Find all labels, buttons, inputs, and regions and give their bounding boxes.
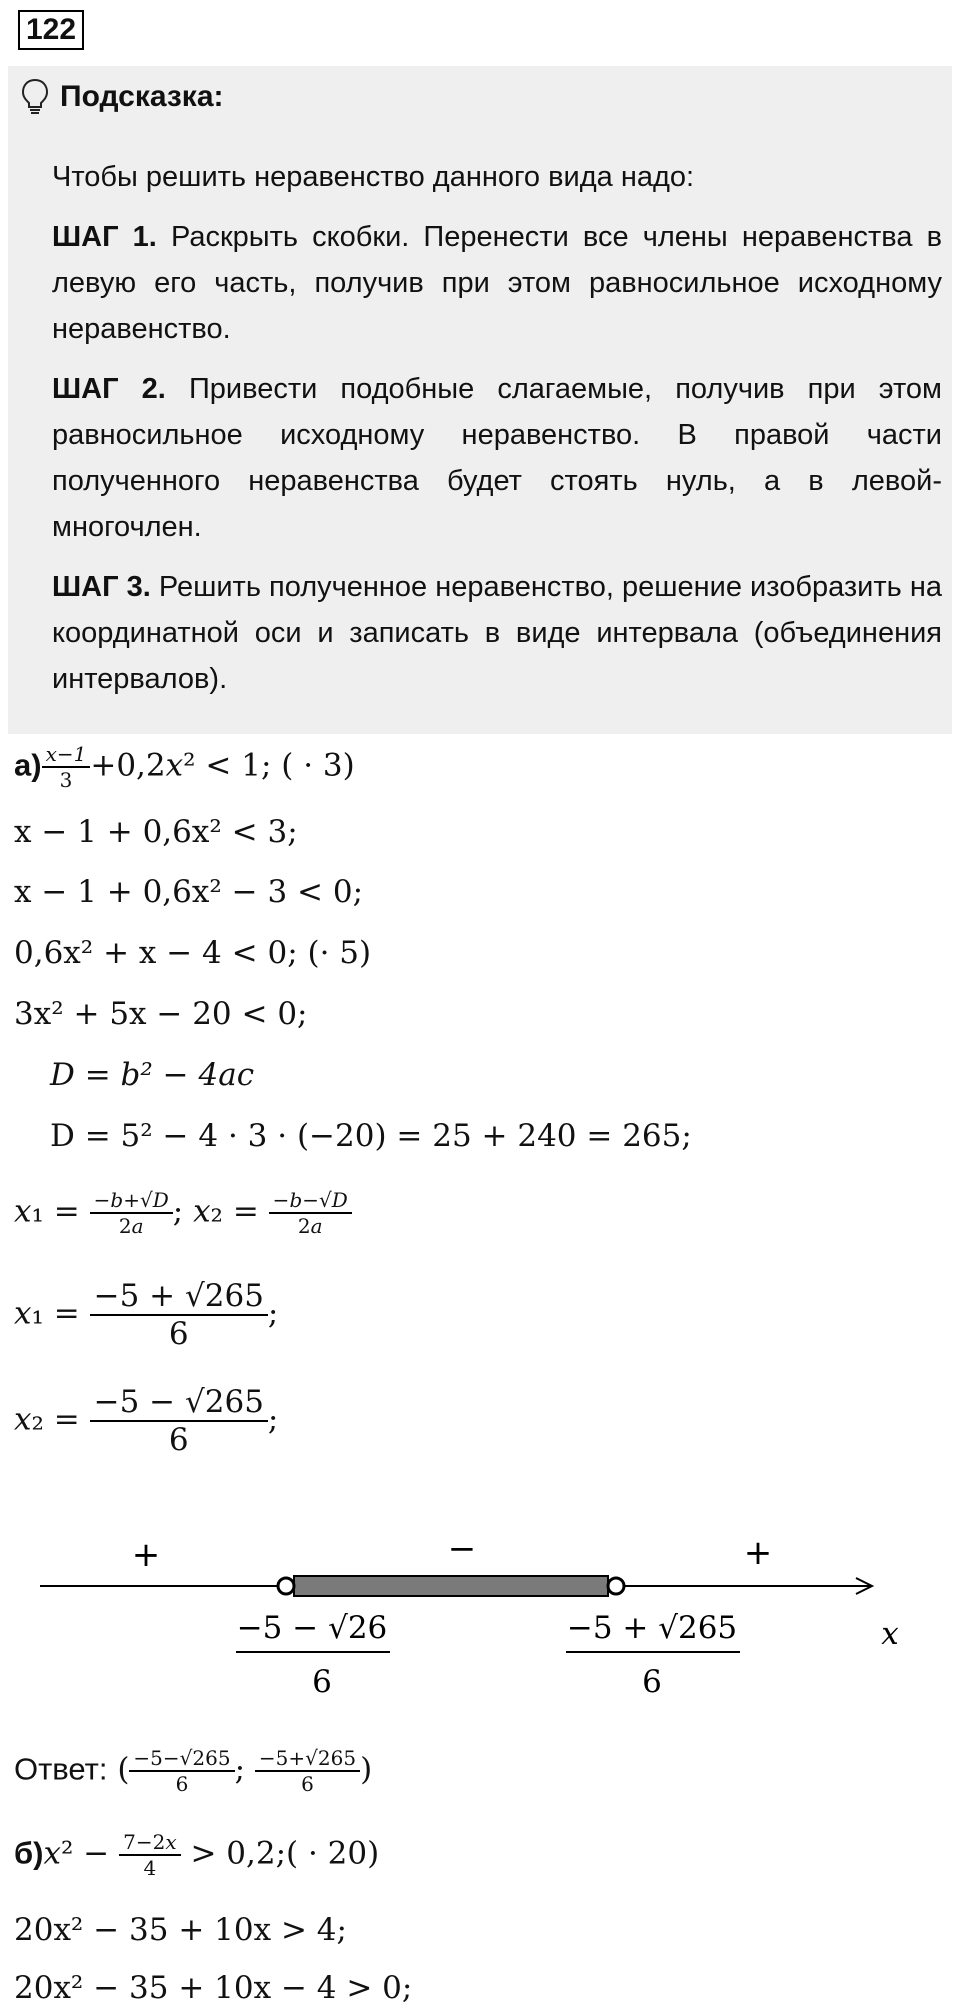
step-label: ШАГ 2. — [52, 373, 166, 405]
discriminant-formula: D = b² − 4ac — [50, 1057, 255, 1093]
open-point-left — [278, 1578, 294, 1594]
left-root-denominator: 6 — [312, 1664, 332, 1700]
root-x2: x₂ = $\frac{-5 - √265}{6}$ ; — [14, 1384, 279, 1458]
step-label: ШАГ 1. — [52, 221, 157, 253]
hint-intro: Чтобы решить неравенство данного вида надо: — [52, 161, 695, 193]
part-a-line-4: 3x² + 5x − 20 < 0; — [14, 996, 308, 1032]
roots-formula: x₁ = $\frac{-b+√D}{2a}$ ; x₂ = $\frac{-b-√D}{2a}$ — [14, 1188, 352, 1238]
part-a-line-3: 0,6x² + x − 4 < 0; (· 5) — [14, 935, 372, 971]
sign-right: + — [743, 1533, 773, 1573]
axis-label: x — [881, 1616, 899, 1652]
problem-number: 122 — [18, 10, 84, 50]
part-b-label: б) — [14, 1835, 44, 1871]
right-root-denominator: 6 — [642, 1664, 662, 1700]
hint-title: Подсказка: — [60, 80, 224, 113]
sign-middle: − — [447, 1529, 477, 1569]
answer-label: Ответ: — [14, 1751, 108, 1787]
part-b-task: б)x² − $\frac{7-2x}{4}$ > 0,2;( · 20) — [14, 1830, 380, 1880]
lightbulb-icon — [20, 78, 50, 116]
step-text: Привести подобные слагаемые, получив при этом равносильное исходному неравенство. В правой части полученного неравенства будет стоять нуль, а в левой- многочлен. — [52, 373, 942, 543]
hint-step-1 — [52, 214, 942, 352]
part-b-line-2: 20x² − 35 + 10x − 4 > 0; — [14, 1970, 413, 2006]
hint-step-2 — [52, 366, 942, 550]
step-text: Раскрыть скобки. Перенести все члены неравенства в левую его часть, получив при этом равносильное исходному неравенство. — [52, 221, 942, 345]
left-root-numerator: −5 − √26 — [236, 1610, 388, 1646]
part-a-label: а) — [14, 747, 42, 783]
hint-body — [52, 154, 942, 716]
answer: Ответ: ( $\frac{-5-√265}{6}$ ; $\frac{-5+√265}{6}$ ) — [14, 1746, 373, 1796]
number-line — [0, 1520, 960, 1710]
part-b-line-1: 20x² − 35 + 10x > 4; — [14, 1912, 347, 1948]
part-a-task: а) $\frac{x-1}{3}$ +0,2x² < 1; ( · 3) — [14, 742, 355, 792]
part-a-line-2: x − 1 + 0,6x² − 3 < 0; — [14, 874, 364, 910]
sign-left: + — [131, 1535, 161, 1575]
hint-header — [20, 78, 224, 116]
solution-interval — [294, 1576, 608, 1596]
right-root-numerator: −5 + √265 — [566, 1610, 738, 1646]
open-point-right — [608, 1578, 624, 1594]
hint-box — [8, 66, 952, 734]
discriminant-value: D = 5² − 4 · 3 · (−20) = 25 + 240 = 265; — [50, 1118, 692, 1154]
step-label: ШАГ 3. — [52, 571, 151, 603]
root-x1: x₁ = $\frac{-5 + √265}{6}$ ; — [14, 1278, 279, 1352]
hint-step-3 — [52, 564, 942, 702]
part-a-line-1: x − 1 + 0,6x² < 3; — [14, 814, 298, 850]
step-text: Решить полученное неравенство, решение изобразить на координатной оси и записать в виде интервала (объединения интервалов). — [52, 571, 942, 695]
